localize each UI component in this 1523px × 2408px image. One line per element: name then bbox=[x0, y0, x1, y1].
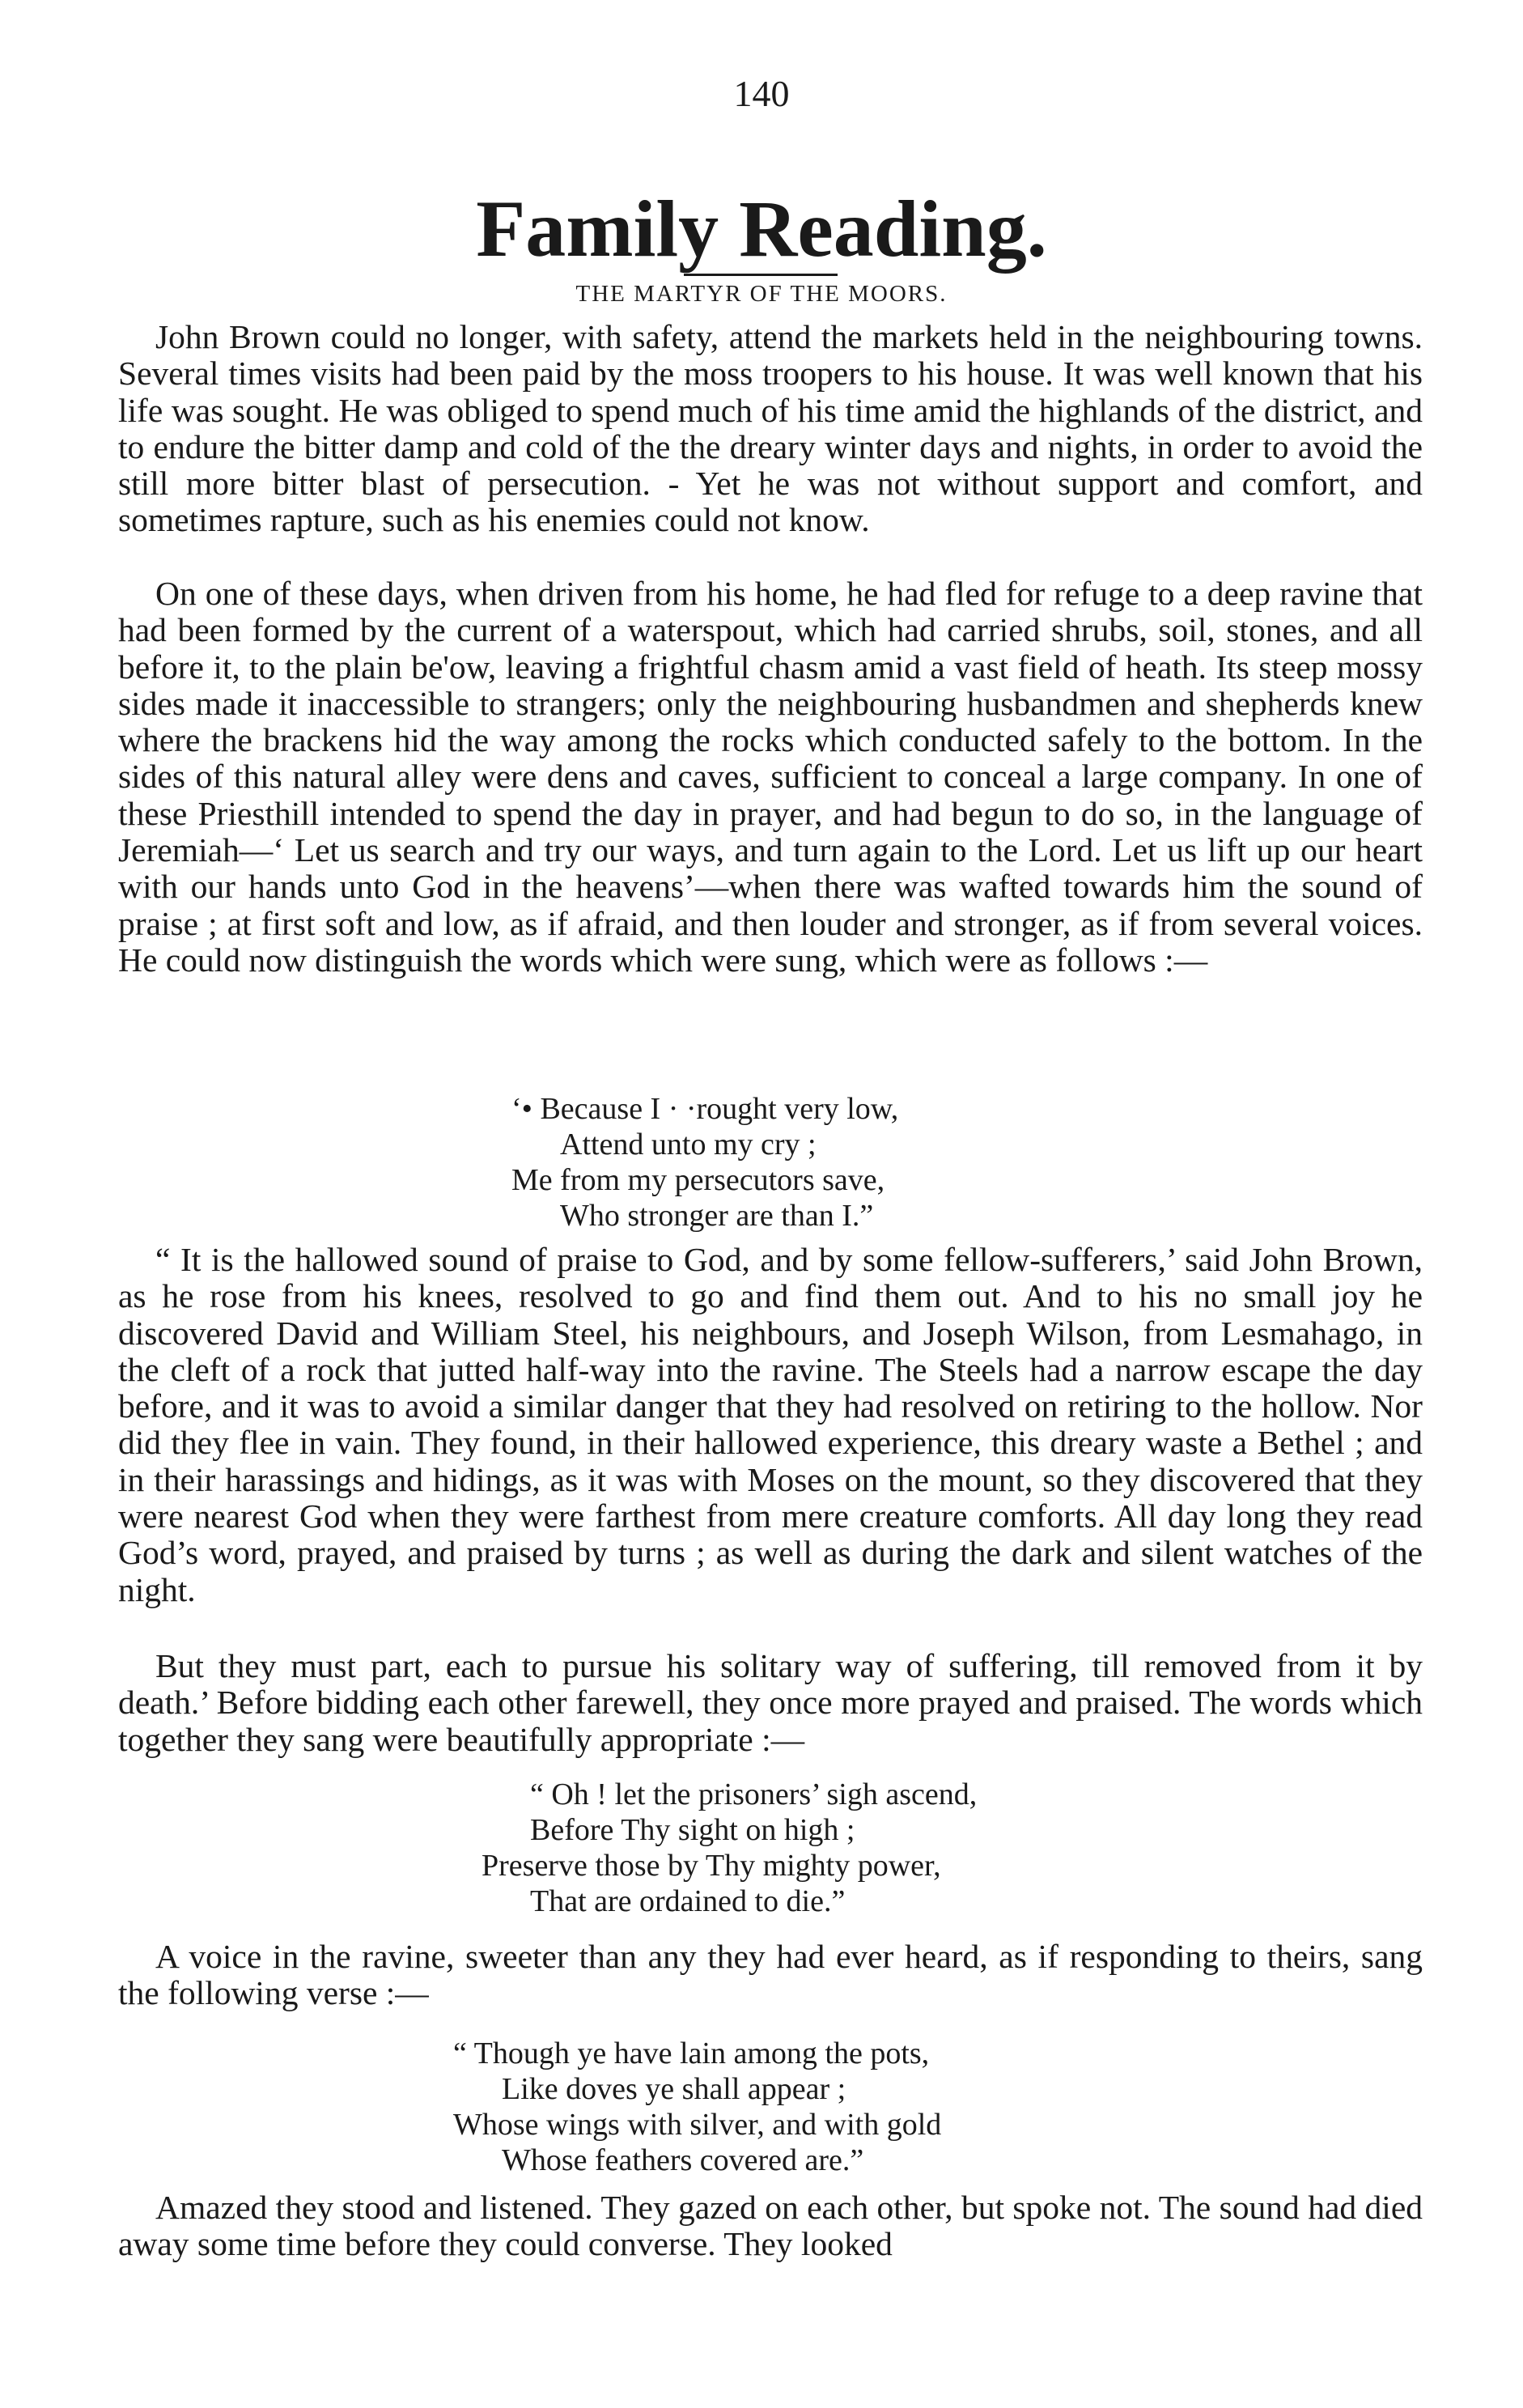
verse-line: Attend unto my cry ; bbox=[560, 1128, 817, 1162]
paragraph: “ It is the hallowed sound of praise to God, and by some fellow-sufferers,’ said John Brown, as he rose from his knees, resolved to go and find them out. And to his no small joy he discovered David and William Steel, his neighbours, and Joseph Wilson, from Lesmahago, in the cleft of a rock that jutted half-way into the ravine. The Steels had a narrow escape the day before, and it was to avoid a similar danger that they had resolved on retiring to the hollow. Nor did they flee in vain. They found, in their hallowed experience, this dreary waste a Bethel ; and in their harassings and hidings, as it was with Moses on the mount, so they discovered that they were nearest God when they were farthest from mere creature comforts. All day long they read God’s word, prayed, and praised by turns ; as well as during the dark and silent watches of the night. bbox=[118, 1241, 1423, 1608]
verse-line: Preserve those by Thy mighty power, bbox=[482, 1849, 941, 1883]
verse-line: Whose feathers covered are.” bbox=[502, 2143, 864, 2177]
page-number: 140 bbox=[733, 73, 790, 114]
title-rule bbox=[684, 274, 838, 276]
verse-line: “ Oh ! let the prisoners’ sigh ascend, bbox=[530, 1777, 978, 1811]
article-title: THE MARTYR OF THE MOORS. bbox=[575, 281, 948, 307]
paragraph: On one of these days, when driven from his home, he had fled for refuge to a deep ravine that had been formed by the current of a waterspout, which had carried shrubs, soil, stones, and all before it, to the plain be'ow, leaving a frightful chasm amid a vast field of heath. Its steep mossy sides made it inaccessible to strangers; only the neighbouring husbandmen and shepherds knew where the brackens hid the way among the rocks which conducted safely to the bottom. In the sides of this natural alley were dens and caves, sufficient to conceal a large company. In one of these Priesthill intended to spend the day in prayer, and had begun to do so, in the language of Jeremiah—‘ Let us search and try our ways, and turn again to the Lord. Let us lift up our heart with our hands unto God in the heavens’—when there was wafted towards him the sound of praise ; at first soft and low, as if afraid, and then louder and stronger, as if from several voices. He could now distinguish the words which were sung, which were as follows :— bbox=[118, 575, 1423, 979]
paragraph: A voice in the ravine, sweeter than any they had ever heard, as if responding to theirs, sang the following verse :— bbox=[118, 1938, 1423, 2012]
verse-block bbox=[511, 1091, 898, 1234]
paragraph: But they must part, each to pursue his solitary way of suffering, till removed from it by death.’ Before bidding each other farewell, they once more prayed and praised. The words which together they sang were beautifully appropriate :— bbox=[118, 1647, 1423, 1758]
verse-line: Before Thy sight on high ; bbox=[530, 1813, 855, 1847]
verse-line: Whose wings with silver, and with gold bbox=[453, 2108, 942, 2142]
verse-block bbox=[482, 1777, 977, 1919]
verse-line: Who stronger are than I.” bbox=[560, 1199, 874, 1233]
verse-line: Like doves ye shall appear ; bbox=[502, 2072, 846, 2106]
section-title: Family Reading. bbox=[476, 184, 1047, 274]
verse-line: “ Though ye have lain among the pots, bbox=[453, 2036, 930, 2070]
verse-line: That are ordained to die.” bbox=[530, 1884, 846, 1918]
paragraph: Amazed they stood and listened. They gazed on each other, but spoke not. The sound had died away some time before they could converse. They looked bbox=[118, 2189, 1423, 2263]
verse-block bbox=[453, 2036, 1084, 2178]
verse-line: ‘• Because I · ·rought very low, bbox=[511, 1092, 899, 1126]
paragraph: John Brown could no longer, with safety, attend the markets held in the neighbouring towns. Several times visits had been paid by the moss troopers to his house. It was well known that his life was sought. He was obliged to spend much of his time amid the highlands of the district, and to endure the bitter damp and cold of the the dreary winter days and nights, in order to avoid the still more bitter blast of persecution. - Yet he was not without support and comfort, and sometimes rapture, such as his enemies could not know. bbox=[118, 318, 1423, 539]
verse-line: Me from my persecutors save, bbox=[511, 1163, 885, 1197]
